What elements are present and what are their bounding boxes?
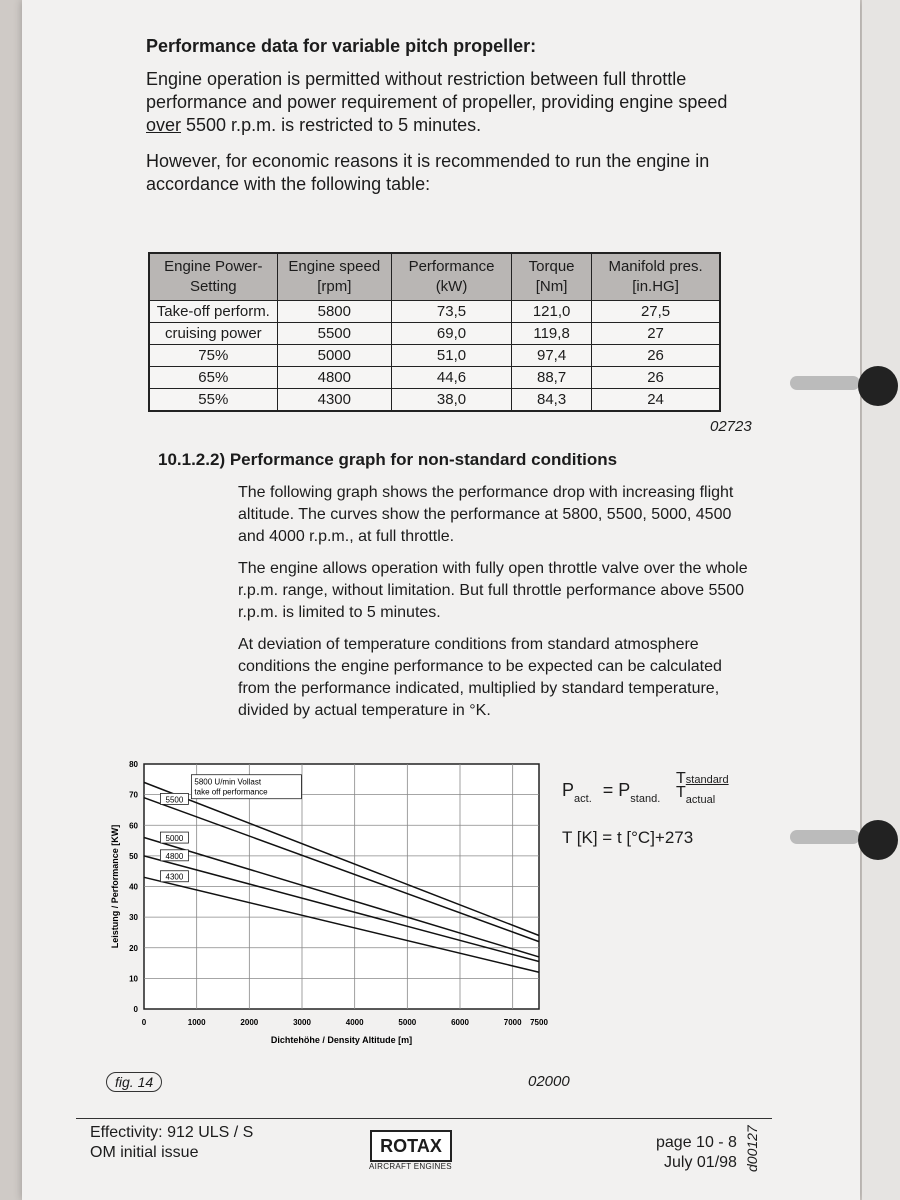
section-heading: Performance data for variable pitch propeller: xyxy=(146,36,537,56)
table-cell: 84,3 xyxy=(512,389,592,412)
performance-chart xyxy=(84,752,548,1060)
performance-table xyxy=(148,252,721,412)
table-cell: 26 xyxy=(592,345,720,367)
table-cell: 97,4 xyxy=(512,345,592,367)
binder-hole xyxy=(858,366,898,406)
table-row xyxy=(149,367,720,389)
y-tick-label: 20 xyxy=(129,943,138,953)
formula-t-actual: T xyxy=(676,784,686,801)
table-row xyxy=(149,301,720,323)
table-cell: 27,5 xyxy=(592,301,720,323)
formula-stand: stand. xyxy=(630,793,661,805)
table-header: Performance (kW) xyxy=(391,253,511,301)
y-tick-label: 50 xyxy=(129,851,138,861)
table-cell: 69,0 xyxy=(391,323,511,345)
table-cell: 51,0 xyxy=(391,345,511,367)
x-tick-label: 1000 xyxy=(187,1018,206,1027)
formula-actual: actual xyxy=(685,794,716,806)
formula-eq: = P xyxy=(602,780,631,800)
figure-label: fig. 14 xyxy=(106,1072,162,1092)
table-header: Torque [Nm] xyxy=(512,253,592,301)
formula-p: P xyxy=(562,780,575,800)
table-row xyxy=(149,389,720,412)
x-tick-label: 4000 xyxy=(345,1018,364,1027)
chart-code: 02000 xyxy=(528,1073,570,1090)
table-cell: 5000 xyxy=(277,345,391,367)
y-axis-label: Leistung / Performance [KW] xyxy=(110,824,120,949)
formula-act: act. xyxy=(574,793,592,805)
x-tick-label: 3000 xyxy=(293,1018,311,1027)
y-tick-label: 0 xyxy=(133,1005,138,1014)
next-page-edge xyxy=(862,0,900,1200)
series-label-5800 xyxy=(191,775,301,799)
document-code: d00127 xyxy=(744,1125,760,1172)
footer-divider xyxy=(76,1118,772,1119)
intro-paragraph xyxy=(146,68,766,137)
table-row xyxy=(149,323,720,345)
table-cell: 73,5 xyxy=(391,301,511,323)
formula-fraction xyxy=(676,770,729,806)
y-tick-label: 70 xyxy=(129,790,138,800)
table-header: Manifold pres. [in.HG] xyxy=(592,253,720,301)
document-page xyxy=(22,0,860,1200)
y-tick-label: 80 xyxy=(129,760,138,769)
table-cell: 24 xyxy=(592,389,720,412)
table-cell: 44,6 xyxy=(391,367,511,389)
logo-subtitle: AIRCRAFT ENGINES xyxy=(369,1162,452,1171)
footer-effectivity: Effectivity: 912 ULS / S xyxy=(90,1124,254,1141)
series-label: 5500 xyxy=(165,795,184,805)
formula-kelvin: T [K] = t [°C]+273 xyxy=(562,828,694,847)
table-cell: 5800 xyxy=(277,301,391,323)
binder-ring xyxy=(790,830,860,844)
binder-hole xyxy=(858,820,898,860)
table-header: Engine Power-Setting xyxy=(149,253,277,301)
binder-ring xyxy=(790,376,860,390)
table-cell: 4300 xyxy=(277,389,391,412)
table-cell: 27 xyxy=(592,323,720,345)
intro-text-a: Engine operation is permitted without restriction between full throttle performance and power requirement of propeller, providing engine speed xyxy=(146,69,728,112)
table-cell: 55% xyxy=(149,389,277,412)
table-cell: 4800 xyxy=(277,367,391,389)
y-tick-label: 10 xyxy=(129,974,138,984)
formula-pact xyxy=(562,780,661,805)
table-header-row xyxy=(149,253,720,301)
series-label: 4300 xyxy=(165,872,184,882)
legend-line-1: 5800 U/min Vollast xyxy=(194,777,262,787)
y-tick-label: 60 xyxy=(129,821,138,831)
intro-underlined: over xyxy=(146,115,182,135)
table-code: 02723 xyxy=(710,418,752,435)
table-cell: 26 xyxy=(592,367,720,389)
table-cell: 38,0 xyxy=(391,389,511,412)
recommendation-paragraph: However, for economic reasons it is recommended to run the engine in accordance with the following table: xyxy=(146,151,710,194)
x-tick-label: 7000 xyxy=(503,1018,522,1027)
footer-date: July 01/98 xyxy=(664,1154,737,1171)
temperature-paragraph: At deviation of temperature conditions from standard atmosphere conditions the engine performance to be expected can be calculated from the performance indicated, multiplied by standard temperature, divided by actual temperature in °K. xyxy=(238,636,722,719)
formula-standard: standard xyxy=(685,774,729,786)
table-header: Engine speed [rpm] xyxy=(277,253,391,301)
series-label: 4800 xyxy=(165,851,184,861)
table-cell: 119,8 xyxy=(512,323,592,345)
table-cell: 121,0 xyxy=(512,301,592,323)
legend-line-2: take off performance xyxy=(194,787,268,797)
series-label: 5000 xyxy=(165,834,184,844)
y-tick-label: 40 xyxy=(129,882,138,892)
x-tick-label: 6000 xyxy=(451,1018,469,1027)
table-cell: 75% xyxy=(149,345,277,367)
table-cell: 5500 xyxy=(277,323,391,345)
x-tick-label: 2000 xyxy=(240,1018,259,1027)
intro-text-b: 5500 r.p.m. is restricted to 5 minutes. xyxy=(181,115,482,135)
footer-page: page 10 - 8 xyxy=(656,1134,737,1151)
table-cell: 88,7 xyxy=(512,367,592,389)
footer-issue: OM initial issue xyxy=(90,1144,199,1161)
formula-t-standard: T xyxy=(676,770,686,787)
rotax-logo: ROTAX xyxy=(370,1130,452,1162)
x-tick-label: 0 xyxy=(141,1018,147,1027)
table-cell: cruising power xyxy=(149,323,277,345)
table-cell: 65% xyxy=(149,367,277,389)
x-tick-label: 5000 xyxy=(398,1018,417,1027)
y-tick-label: 30 xyxy=(129,913,138,923)
throttle-paragraph: The engine allows operation with fully open throttle valve over the whole r.p.m. range, without limitation. But full throttle performance above 5500 r.p.m. is limited to 5 minutes. xyxy=(238,560,748,621)
x-axis-label: Dichtehöhe / Density Altitude [m] xyxy=(270,1035,413,1045)
subsection-heading: 10.1.2.2) Performance graph for non-standard conditions xyxy=(158,450,618,469)
table-row xyxy=(149,345,720,367)
graph-description: The following graph shows the performance drop with increasing flight altitude. The curves show the performance at 5800, 5500, 5000, 4500 and 4000 r.p.m., at full throttle. xyxy=(238,484,734,545)
x-tick-label: 7500 xyxy=(530,1018,548,1027)
table-cell: Take-off perform. xyxy=(149,301,277,323)
